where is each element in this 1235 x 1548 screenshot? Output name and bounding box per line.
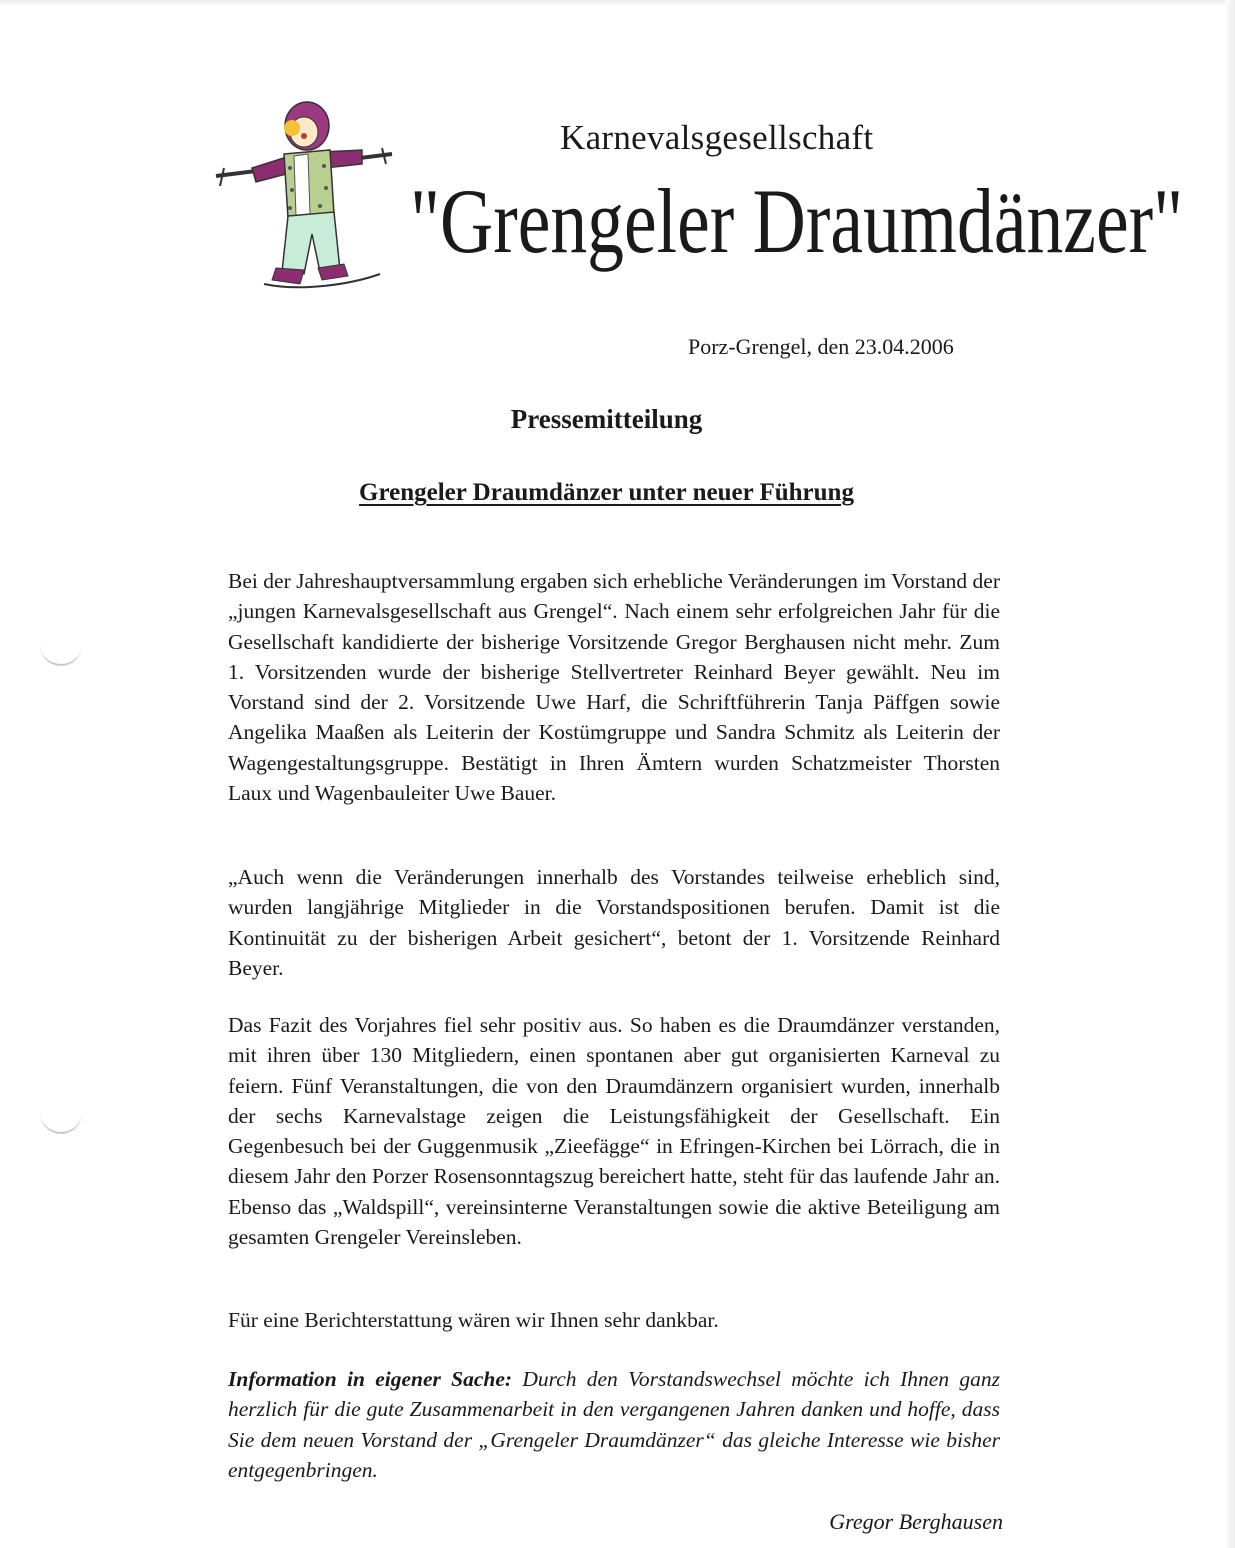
- org-type-label: Karnevalsgesellschaft: [560, 118, 874, 157]
- clown-dancer-icon: [212, 98, 398, 296]
- date-line: Porz-Grengel, den 23.04.2006: [688, 334, 954, 359]
- info-note-label: Information in eigener Sache:: [228, 1367, 513, 1391]
- document-type-heading: Pressemitteilung: [510, 404, 703, 434]
- info-note-paragraph: [228, 1364, 1000, 1485]
- punch-hole-mark: [40, 1108, 82, 1134]
- headline: [0, 479, 1213, 507]
- scan-edge-top: [0, 0, 1235, 6]
- body-paragraph: Das Fazit des Vorjahres fiel sehr positiv aus. So haben es die Draumdänzer verstanden, mit ihren über 130 Mitgliedern, einen spontanen aber gut organisierten Karneval zu feiern. Fünf Veranstaltungen, die von den Draumdänzern organisiert wurden, innerhalb der sechs Karnevalstage zeigen die Leistungsfähigkeit der Gesellschaft. Ein Gegenbesuch bei der Guggenmusik „Zieefägge“ in Efringen-Kirchen bei Lörrach, die in diesem Jahr den Porzer Rosensonntagszug bereichert hatte, steht für das laufende Jahr an. Ebenso das „Waldspill“, vereinsinterne Veranstaltungen sowie die aktive Beteiligung am gesamten Grengeler Vereinsleben.: [228, 1013, 1000, 1250]
- punch-hole-mark: [40, 640, 82, 666]
- signature: Gregor Berghausen: [829, 1509, 1003, 1534]
- body-paragraph: „Auch wenn die Veränderungen innerhalb des Vorstandes teilweise erheblich sind, wurden langjährige Mitglieder in die Vorstandspositionen berufen. Damit ist die Kontinuität zu der bisherigen Arbeit gesichert“, betont der 1. Vorsitzende Reinhard Beyer.: [228, 865, 1000, 980]
- body-paragraph: Bei der Jahreshauptversammlung ergaben sich erhebliche Veränderungen im Vorstand der „jungen Karnevalsgesellschaft aus Grengel“. Nach einem sehr erfolgreichen Jahr für die Gesellschaft kandidierte der bisherige Vorsitzende Gregor Berghausen nicht mehr. Zum 1. Vorsitzenden wurde der bisherige Stellvertreter Reinhard Beyer gewählt. Neu im Vorstand sind der 2. Vorsitzende Uwe Harf, die Schriftführerin Tanja Päffgen sowie Angelika Maaßen als Leiterin der Kostümgruppe und Sandra Schmitz als Leiterin der Wagengestaltungsgruppe. Bestätigt in Ihren Ämtern wurden Schatzmeister Thorsten Laux und Wagenbauleiter Uwe Bauer.: [228, 569, 1000, 806]
- scan-edge-right: [1225, 0, 1235, 1548]
- org-name-title: "Grengeler Draumdänzer": [410, 170, 1184, 272]
- body-paragraph: Für eine Berichterstattung wären wir Ihnen sehr dankbar.: [228, 1308, 719, 1332]
- info-note-text: Durch den Vorstandswechsel möchte ich Ihnen ganz herzlich für die gute Zusammenarbeit in den vergangenen Jahren danken und hoffe, dass Sie dem neuen Vorstand der „Grengeler Draumdänzer“ das gleiche Interesse wie bisher entgegenbringen.: [228, 1367, 1000, 1482]
- headline-text: Grengeler Draumdänzer unter neuer Führung: [359, 479, 854, 506]
